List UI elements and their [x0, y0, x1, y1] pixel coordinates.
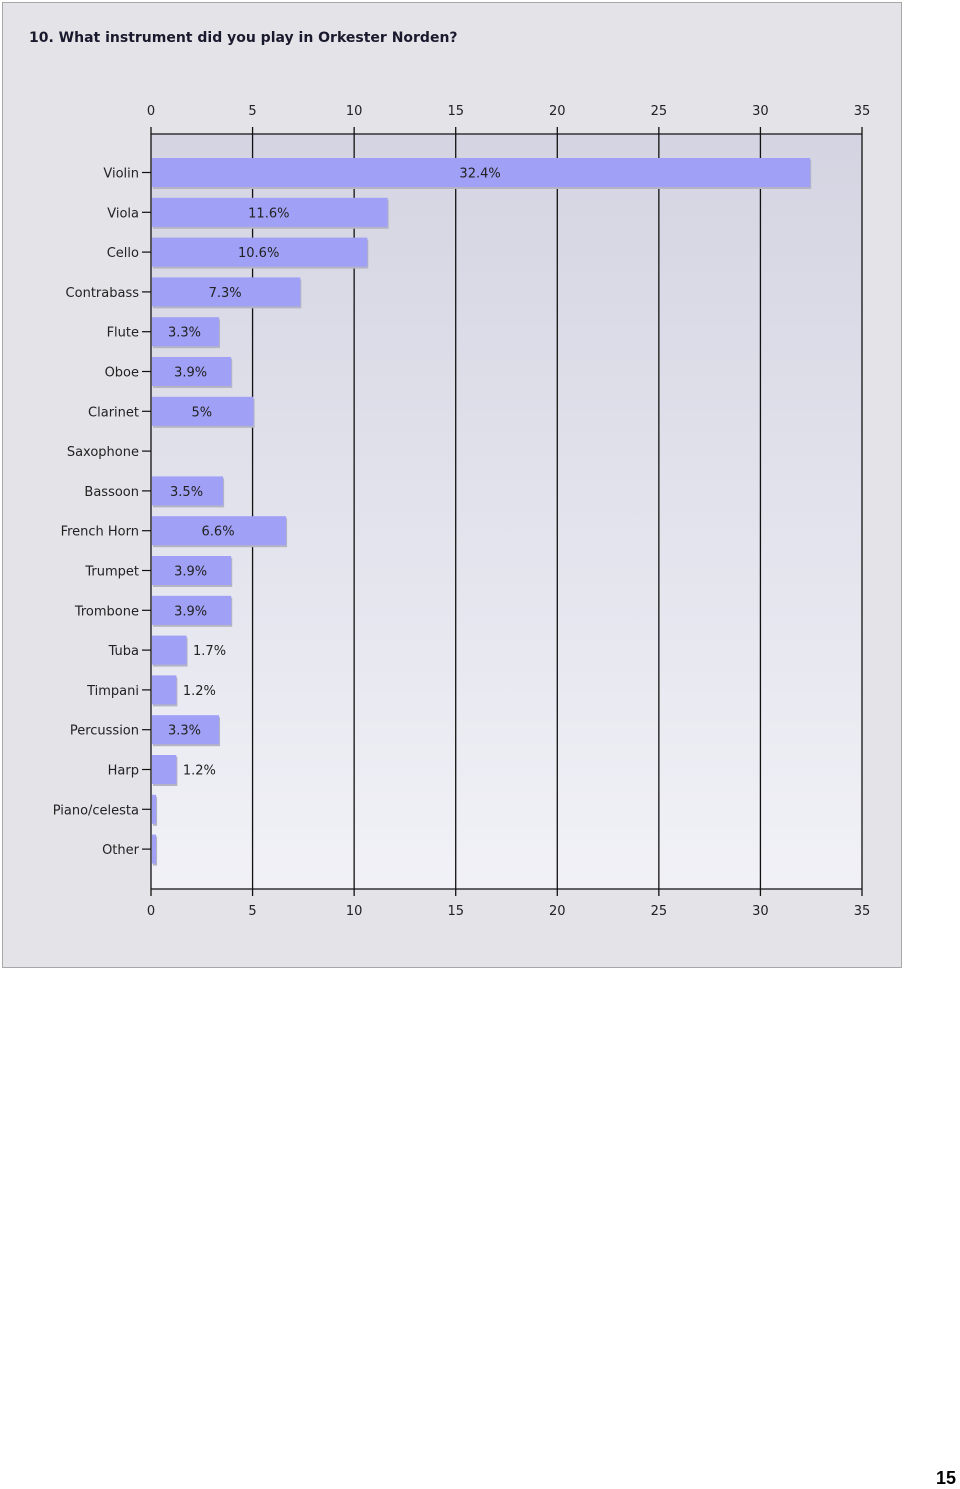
page-number: 15 — [935, 1468, 956, 1488]
x-tick-label-top: 5 — [248, 104, 257, 119]
data-label: 7.3% — [208, 285, 242, 301]
chart-title: 10. What instrument did you play in Orkester Norden? — [29, 30, 458, 46]
x-tick-label-top: 20 — [549, 104, 566, 119]
x-tick-label-bottom: 25 — [650, 904, 668, 919]
data-label: 3.9% — [174, 365, 208, 381]
bar — [152, 795, 156, 824]
bar — [152, 636, 187, 665]
category-label: Tuba — [108, 644, 139, 660]
bar — [152, 675, 176, 704]
x-tick-label-top: 35 — [853, 104, 871, 119]
data-label: 1.2% — [182, 763, 216, 779]
bar — [152, 835, 156, 864]
category-label: Viola — [107, 206, 139, 222]
data-label: 3.9% — [174, 604, 208, 620]
data-label: 5% — [191, 405, 213, 421]
x-tick-label-bottom: 0 — [146, 904, 156, 919]
category-label: Violin — [103, 166, 139, 182]
x-tick-label-bottom: 30 — [752, 904, 769, 919]
data-label: 3.9% — [174, 564, 208, 580]
category-label: Other — [102, 843, 139, 859]
category-label: Flute — [106, 325, 139, 341]
data-label: 10.6% — [238, 246, 280, 262]
category-label: Trumpet — [85, 564, 139, 580]
data-label: 1.7% — [193, 644, 227, 660]
x-tick-label-bottom: 35 — [853, 904, 871, 919]
data-label: 3.3% — [168, 723, 202, 739]
data-label: 1.2% — [182, 683, 216, 699]
category-label: Piano/celesta — [52, 803, 139, 819]
category-label: French Horn — [60, 524, 139, 540]
x-tick-label-top: 30 — [752, 104, 769, 119]
category-label: Timpani — [87, 683, 139, 699]
x-tick-label-top: 15 — [447, 104, 464, 119]
data-label: 3.5% — [170, 484, 204, 500]
category-label: Contrabass — [65, 285, 139, 301]
data-label: 32.4% — [459, 166, 501, 182]
x-tick-label-top: 0 — [146, 104, 156, 119]
category-label: Oboe — [104, 365, 139, 381]
bar — [152, 755, 176, 784]
category-label: Clarinet — [88, 405, 139, 421]
category-label: Saxophone — [66, 445, 139, 461]
x-tick-label-bottom: 5 — [248, 904, 257, 919]
category-label: Percussion — [69, 723, 139, 739]
x-tick-label-bottom: 20 — [549, 904, 566, 919]
data-label: 3.3% — [168, 325, 202, 341]
x-tick-label-top: 10 — [345, 104, 363, 119]
x-tick-label-bottom: 10 — [345, 904, 363, 919]
x-tick-label-top: 25 — [650, 104, 668, 119]
category-label: Trombone — [74, 604, 139, 620]
category-label: Harp — [107, 763, 139, 779]
category-label: Cello — [106, 246, 139, 262]
x-tick-label-bottom: 15 — [447, 904, 464, 919]
data-label: 11.6% — [248, 206, 290, 222]
category-label: Bassoon — [84, 484, 139, 500]
data-label: 6.6% — [201, 524, 235, 540]
